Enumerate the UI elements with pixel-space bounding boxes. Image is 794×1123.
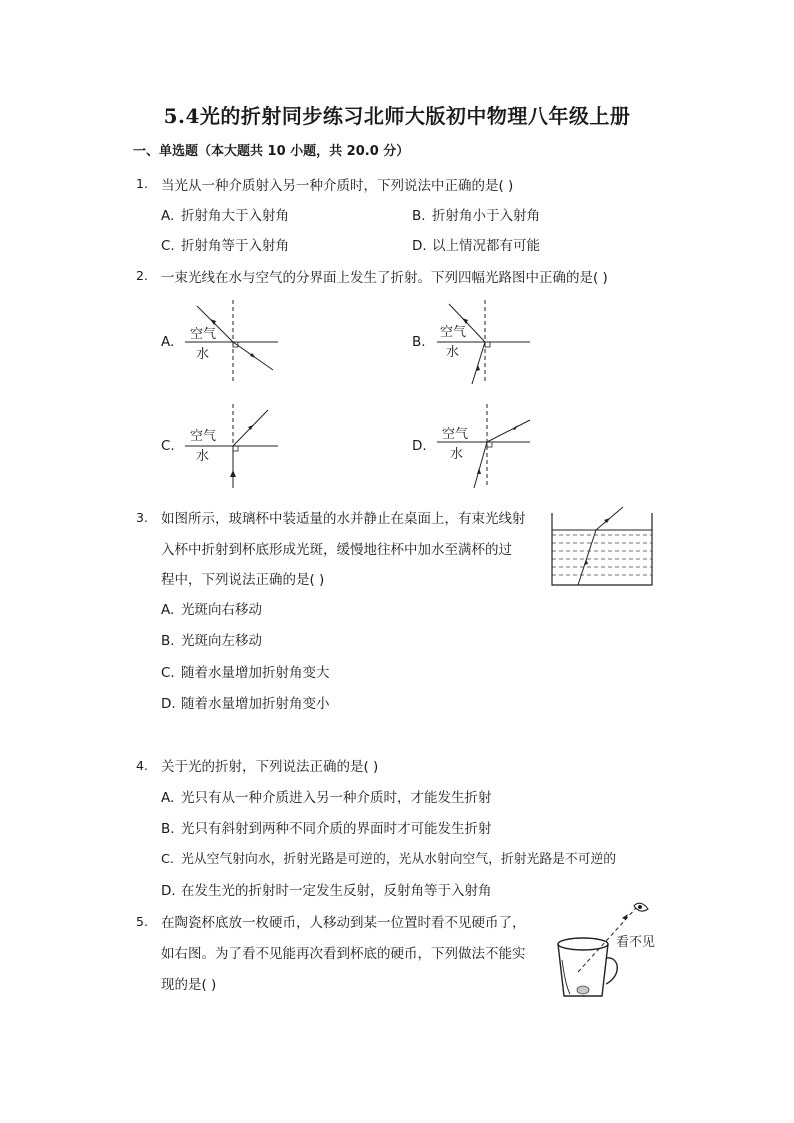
q1-option-b[interactable] — [412, 204, 540, 224]
question-3-number: 3. — [136, 510, 148, 525]
q3-option-a-label: A. — [161, 602, 175, 618]
question-4-text: 关于光的折射，下列说法正确的是( ) — [161, 759, 379, 775]
q3-option-b-label: B. — [161, 633, 175, 649]
q2-option-c-label[interactable]: C. — [161, 438, 175, 454]
q4-option-a[interactable] — [161, 786, 492, 806]
q4-option-a-text: 光只有从一种介质进入另一种介质时，才能发生折射 — [181, 790, 492, 806]
q3-option-b[interactable] — [161, 629, 262, 649]
q1-option-c-text: 折射角等于入射角 — [181, 238, 289, 254]
q3-option-c-text: 随着水量增加折射角变大 — [181, 665, 330, 681]
question-2-number: 2. — [136, 268, 148, 283]
question-5-number: 5. — [136, 914, 148, 929]
question-1-text: 当光从一种介质射入另一种介质时，下列说法中正确的是( ) — [161, 178, 514, 194]
question-1-number: 1. — [136, 176, 148, 191]
q2-diagram-d — [432, 402, 532, 490]
q1-option-a[interactable] — [161, 204, 289, 224]
q1-option-d[interactable] — [412, 234, 540, 254]
q2-option-b-label[interactable]: B. — [412, 334, 426, 350]
q3-glass-figure — [548, 503, 658, 589]
q3-option-c[interactable] — [161, 661, 330, 681]
q2-b-water-label: 水 — [446, 345, 460, 360]
q1-option-b-label: B. — [412, 208, 426, 224]
q1-option-c[interactable] — [161, 234, 289, 254]
q3-option-b-text: 光斑向左移动 — [181, 633, 262, 649]
q2-diagram-a — [180, 298, 280, 386]
q1-option-a-text: 折射角大于入射角 — [181, 208, 289, 224]
question-4-number: 4. — [136, 758, 148, 773]
q2-diagram-c — [180, 402, 280, 490]
q3-option-a-text: 光斑向右移动 — [181, 602, 262, 618]
q1-option-c-label: C. — [161, 238, 175, 254]
q2-d-water-label: 水 — [450, 447, 464, 462]
question-3-line-1: 如图所示，玻璃杯中装适量的水并静止在桌面上，有束光线射 — [161, 511, 526, 527]
q5-cup-figure — [550, 900, 662, 1004]
q2-b-air-label: 空气 — [440, 325, 467, 340]
q2-option-a-label[interactable]: A. — [161, 334, 175, 350]
q2-c-water-label: 水 — [196, 449, 210, 464]
q3-option-d-label: D. — [161, 696, 176, 712]
q4-option-b[interactable] — [161, 817, 492, 837]
q2-a-water-label: 水 — [196, 347, 210, 362]
question-5-line-3: 现的是( ) — [161, 977, 217, 993]
q1-option-b-text: 折射角小于入射角 — [432, 208, 540, 224]
q4-option-c-label: C. — [161, 852, 175, 867]
q4-option-d-text: 在发生光的折射时一定发生反射，反射角等于入射角 — [181, 883, 492, 899]
q3-option-d[interactable] — [161, 692, 330, 712]
q4-option-d-label: D. — [161, 883, 176, 899]
q3-option-c-label: C. — [161, 665, 175, 681]
q2-a-air-label: 空气 — [190, 327, 217, 342]
question-5-line-1: 在陶瓷杯底放一枚硬币，人移动到某一位置时看不见硬币了， — [161, 915, 526, 931]
question-5-line-2: 如右图。为了看不见能再次看到杯底的硬币，下列做法不能实 — [161, 946, 526, 962]
q1-option-d-label: D. — [412, 238, 427, 254]
q5-figure-label: 看不见 — [616, 935, 656, 950]
q3-option-d-text: 随着水量增加折射角变小 — [181, 696, 330, 712]
q2-d-air-label: 空气 — [442, 427, 469, 442]
q4-option-a-label: A. — [161, 790, 175, 806]
q3-option-a[interactable] — [161, 598, 262, 618]
section-heading: 一、单选题（本大题共 10 小题，共 20.0 分） — [133, 144, 410, 159]
q2-option-d-label[interactable]: D. — [412, 438, 427, 454]
q1-option-d-text: 以上情况都有可能 — [432, 238, 540, 254]
q4-option-c[interactable] — [161, 848, 616, 867]
q2-c-air-label: 空气 — [190, 429, 217, 444]
q4-option-c-text: 光从空气射向水，折射光路是可逆的，光从水射向空气，折射光路是不可逆的 — [181, 852, 617, 867]
question-3-line-2: 入杯中折射到杯底形成光斑，缓慢地往杯中加水至满杯的过 — [161, 542, 512, 558]
q2-diagram-b — [432, 298, 532, 386]
page-title: 5.4光的折射同步练习北师大版初中物理八年级上册 — [163, 104, 631, 128]
q4-option-b-text: 光只有斜射到两种不同介质的界面时才可能发生折射 — [181, 821, 492, 837]
question-3-line-3: 程中，下列说法正确的是( ) — [161, 572, 325, 588]
q4-option-d[interactable] — [161, 879, 492, 899]
question-2-text: 一束光线在水与空气的分界面上发生了折射。下列四幅光路图中正确的是( ) — [161, 270, 608, 286]
q1-option-a-label: A. — [161, 208, 175, 224]
q4-option-b-label: B. — [161, 821, 175, 837]
